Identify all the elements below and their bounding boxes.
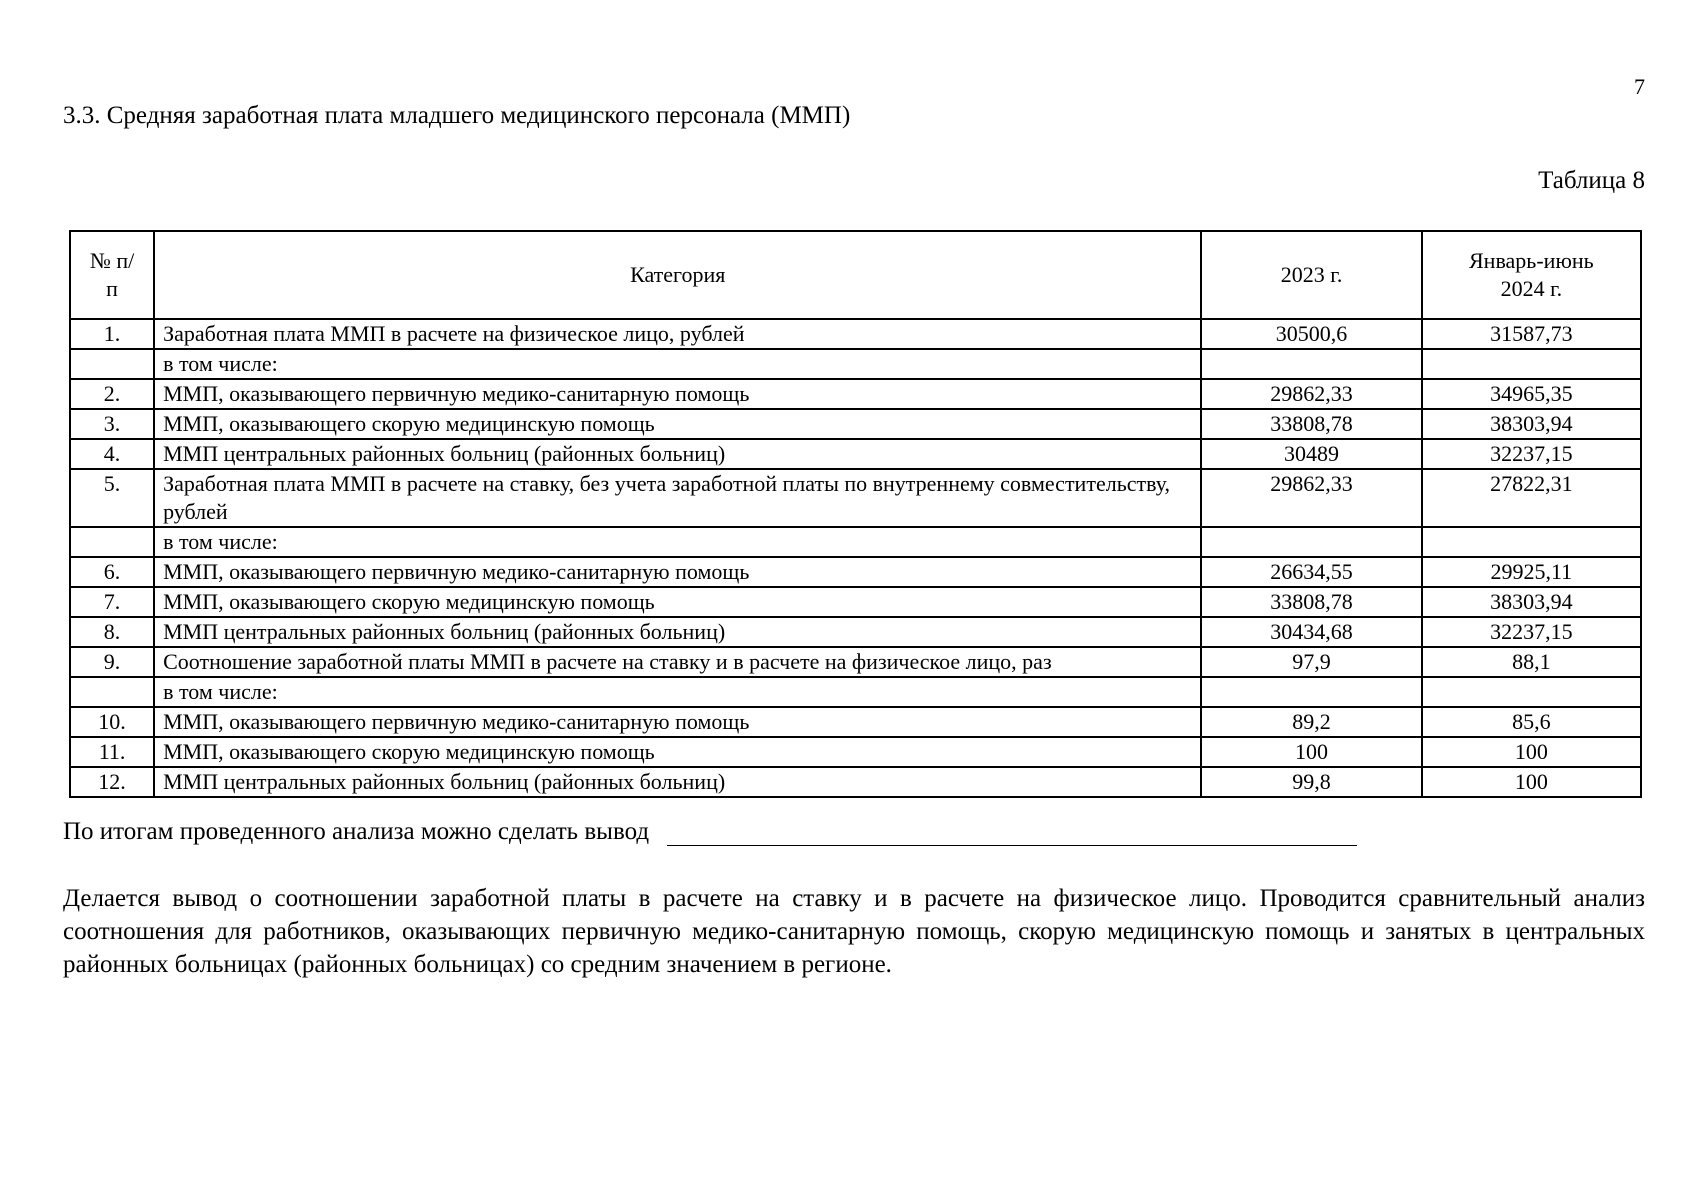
cell-num: 12.: [70, 767, 154, 797]
table-row: [70, 379, 1641, 409]
cell-2024: 27822,31: [1422, 469, 1641, 527]
cell-2023: 33808,78: [1201, 587, 1421, 617]
cell-2024: 85,6: [1422, 707, 1641, 737]
cell-2024: 100: [1422, 767, 1641, 797]
cell-2023: [1201, 527, 1421, 557]
cell-category: ММП, оказывающего первичную медико-санитарную помощь: [154, 707, 1201, 737]
cell-2023: 30500,6: [1201, 319, 1421, 349]
table-row: [70, 587, 1641, 617]
cell-num: [70, 527, 154, 557]
cell-category: ММП, оказывающего скорую медицинскую помощь: [154, 737, 1201, 767]
cell-2024: [1422, 677, 1641, 707]
cell-category: Соотношение заработной платы ММП в расчете на ставку и в расчете на физическое лицо, раз: [154, 647, 1201, 677]
table-row: [70, 737, 1641, 767]
cell-num: 8.: [70, 617, 154, 647]
cell-2023: 29862,33: [1201, 469, 1421, 527]
cell-2024: 38303,94: [1422, 587, 1641, 617]
cell-2023: 30489: [1201, 439, 1421, 469]
cell-num: 10.: [70, 707, 154, 737]
cell-2024: 29925,11: [1422, 557, 1641, 587]
cell-num: [70, 677, 154, 707]
cell-category: Заработная плата ММП в расчете на физическое лицо, рублей: [154, 319, 1201, 349]
header-category: Категория: [154, 231, 1201, 319]
cell-2023: 97,9: [1201, 647, 1421, 677]
cell-2024: 32237,15: [1422, 439, 1641, 469]
cell-2024: 32237,15: [1422, 617, 1641, 647]
table-row: [70, 439, 1641, 469]
table-row: [70, 677, 1641, 707]
cell-num: 6.: [70, 557, 154, 587]
cell-category: ММП центральных районных больниц (районных больниц): [154, 767, 1201, 797]
cell-2023: 89,2: [1201, 707, 1421, 737]
cell-category: ММП, оказывающего первичную медико-санитарную помощь: [154, 379, 1201, 409]
cell-2023: 99,8: [1201, 767, 1421, 797]
cell-num: 11.: [70, 737, 154, 767]
cell-category: ММП, оказывающего скорую медицинскую помощь: [154, 409, 1201, 439]
cell-category: ММП, оказывающего первичную медико-санитарную помощь: [154, 557, 1201, 587]
section-title: 3.3. Средняя заработная плата младшего медицинского персонала (ММП): [63, 102, 851, 129]
table-row: [70, 527, 1641, 557]
cell-num: 1.: [70, 319, 154, 349]
page-number: 7: [1634, 74, 1645, 99]
table-row: [70, 647, 1641, 677]
cell-num: 4.: [70, 439, 154, 469]
cell-2024: [1422, 349, 1641, 379]
cell-category: в том числе:: [154, 527, 1201, 557]
table-row: [70, 409, 1641, 439]
salary-table: [69, 230, 1642, 798]
header-num: № п/п: [70, 231, 154, 319]
conclusion-blank-field[interactable]: [667, 821, 1357, 846]
table-header-row: [70, 231, 1641, 319]
cell-2024: 88,1: [1422, 647, 1641, 677]
table-row: [70, 707, 1641, 737]
cell-category: ММП центральных районных больниц (районных больниц): [154, 439, 1201, 469]
cell-num: 2.: [70, 379, 154, 409]
cell-num: 9.: [70, 647, 154, 677]
cell-num: 3.: [70, 409, 154, 439]
conclusion-prompt: По итогам проведенного анализа можно сделать вывод: [63, 818, 650, 845]
explanation-paragraph: Делается вывод о соотношении заработной платы в расчете на ставку и в расчете на физическое лицо. Проводится сравнительный анализ соотношения для работников, оказывающих первичную медико-санитарную помощь, скорую медицинскую помощь и занятых в центральных районных больницах (районных больницах) со средним значением в регионе.: [63, 885, 1645, 978]
table-row: [70, 557, 1641, 587]
cell-category: ММП, оказывающего скорую медицинскую помощь: [154, 587, 1201, 617]
cell-category: в том числе:: [154, 677, 1201, 707]
cell-2024: 34965,35: [1422, 379, 1641, 409]
cell-2023: 30434,68: [1201, 617, 1421, 647]
cell-num: [70, 349, 154, 379]
table-row: [70, 767, 1641, 797]
cell-2024: [1422, 527, 1641, 557]
header-2024: Январь-июнь 2024 г.: [1422, 231, 1641, 319]
cell-category: Заработная плата ММП в расчете на ставку, без учета заработной платы по внутреннему совместительству, рублей: [154, 469, 1201, 527]
cell-2023: [1201, 349, 1421, 379]
cell-category: в том числе:: [154, 349, 1201, 379]
conclusion-line: [63, 818, 1357, 846]
cell-num: 5.: [70, 469, 154, 527]
table-row: [70, 319, 1641, 349]
table-row: [70, 469, 1641, 527]
table-body: [70, 319, 1641, 797]
table-row: [70, 349, 1641, 379]
cell-2024: 38303,94: [1422, 409, 1641, 439]
cell-num: 7.: [70, 587, 154, 617]
cell-2023: 33808,78: [1201, 409, 1421, 439]
header-2023: 2023 г.: [1201, 231, 1421, 319]
table-caption: Таблица 8: [1538, 167, 1645, 194]
cell-2023: 26634,55: [1201, 557, 1421, 587]
cell-2024: 100: [1422, 737, 1641, 767]
cell-2023: 100: [1201, 737, 1421, 767]
cell-category: ММП центральных районных больниц (районных больниц): [154, 617, 1201, 647]
cell-2023: [1201, 677, 1421, 707]
table-row: [70, 617, 1641, 647]
cell-2024: 31587,73: [1422, 319, 1641, 349]
cell-2023: 29862,33: [1201, 379, 1421, 409]
